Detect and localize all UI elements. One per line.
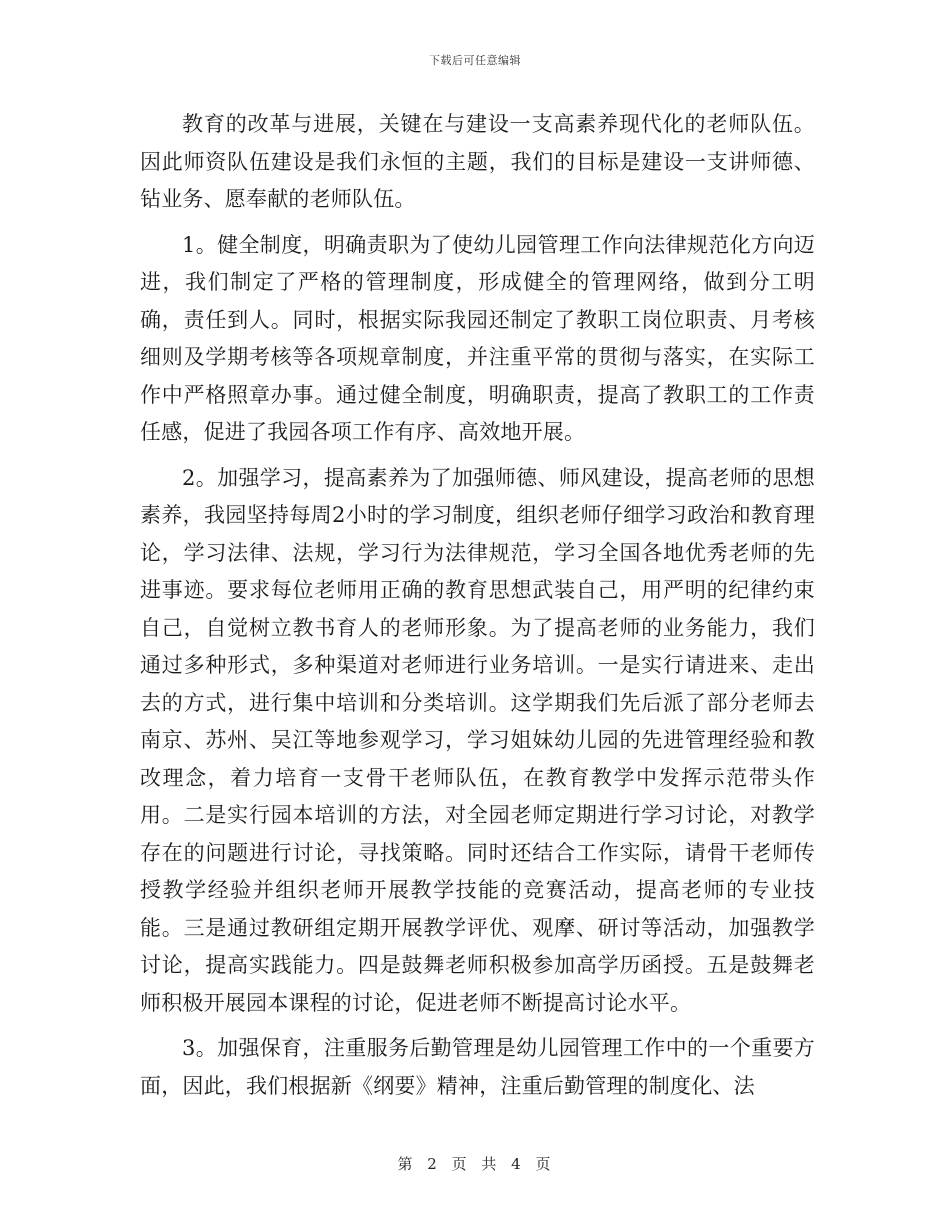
page-number-footer: 第 2 页 共 4 页: [397, 1155, 553, 1173]
page-header-note: 下载后可任意编辑: [429, 54, 521, 67]
document-body: [140, 106, 815, 1113]
paragraph-section-2: 2。加强学习，提高素养为了加强师德、师风建设，提高老师的思想素养，我园坚持每周2小时的学习制度，组织老师仔细学习政治和教育理论，学习法律、法规，学习行为法律规范，学习全国各地优秀老师的先进事迹。要求每位老师用正确的教育思想武装自己，用严明的纪律约束自己，自觉树立教书育人的老师形象。为了提高老师的业务能力，我们通过多种形式，多种渠道对老师进行业务培训。一是实行请进来、走出去的方式，进行集中培训和分类培训。这学期我们先后派了部分老师去南京、苏州、吴江等地参观学习，学习姐妹幼儿园的先进管理经验和教改理念，着力培育一支骨干老师队伍，在教育教学中发挥示范带头作用。二是实行园本培训的方法，对全园老师定期进行学习讨论，对教学存在的问题进行讨论，寻找策略。同时还结合工作实际，请骨干老师传授教学经验并组织老师开展教学技能的竞赛活动，提高老师的专业技能。三是通过教研组定期开展教学评优、观摩、研讨等活动，加强教学讨论，提高实践能力。四是鼓舞老师积极参加高学历函授。五是鼓舞老师积极开展园本课程的讨论，促进老师不断提高讨论水平。: [140, 465, 815, 1015]
paragraph-section-1: 1。健全制度，明确责职为了使幼儿园管理工作向法律规范化方向迈进，我们制定了严格的管理制度，形成健全的管理网络，做到分工明确，责任到人。同时，根据实际我园还制定了教职工岗位职责、月考核细则及学期考核等各项规章制度，并注重平常的贯彻与落实，在实际工作中严格照章办事。通过健全制度，明确职责，提高了教职工的工作责任感，促进了我园各项工作有序、高效地开展。: [140, 232, 815, 444]
paragraph-section-3: 3。加强保育，注重服务后勤管理是幼儿园管理工作中的一个重要方面，因此，我们根据新《纲要》精神，注重后勤管理的制度化、法: [140, 1036, 815, 1098]
paragraph-intro: 教育的改革与进展，关键在与建设一支高素养现代化的老师队伍。因此师资队伍建设是我们永恒的主题，我们的目标是建设一支讲师德、钻业务、愿奉献的老师队伍。: [140, 112, 815, 211]
